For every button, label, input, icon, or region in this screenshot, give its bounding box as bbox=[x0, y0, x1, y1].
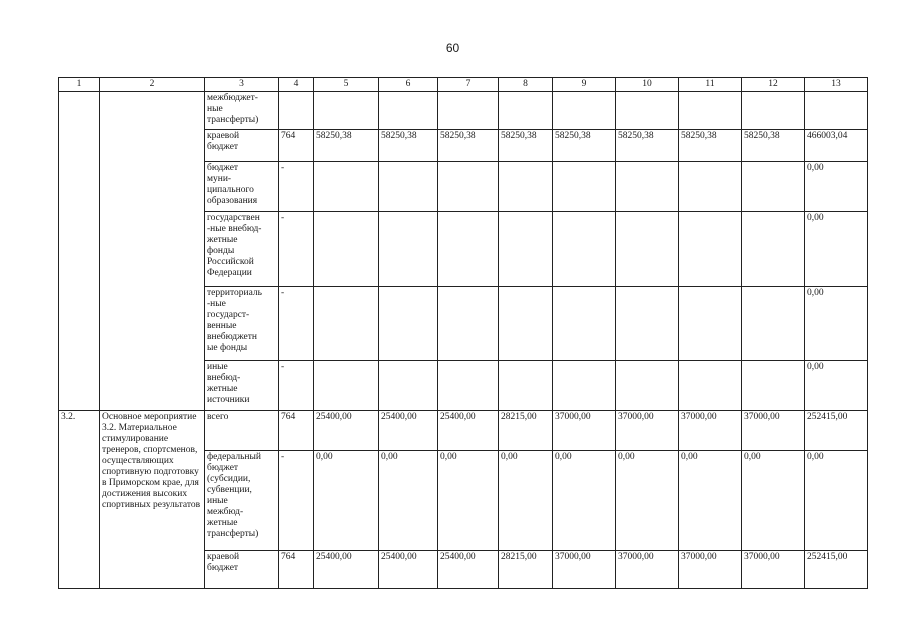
activity-name-cell bbox=[100, 92, 205, 411]
amount-cell: 0,00 bbox=[499, 451, 553, 551]
amount-cell bbox=[742, 287, 805, 361]
amount-cell bbox=[438, 361, 499, 411]
column-header: 4 bbox=[279, 78, 314, 92]
amount-cell bbox=[553, 212, 616, 287]
amount-cell bbox=[379, 287, 438, 361]
amount-cell: 0,00 bbox=[379, 451, 438, 551]
funding-source-cell: федеральный бюджет (субсидии, субвенции, иные межбюд- жетные трансферты) bbox=[205, 451, 279, 551]
amount-cell: 58250,38 bbox=[379, 130, 438, 162]
amount-cell: 28215,00 bbox=[499, 411, 553, 451]
amount-cell bbox=[499, 361, 553, 411]
amount-cell bbox=[438, 212, 499, 287]
amount-cell bbox=[379, 92, 438, 130]
header-row bbox=[59, 78, 868, 92]
amount-cell: 252415,00 bbox=[805, 551, 868, 589]
column-header: 3 bbox=[205, 78, 279, 92]
page-number: 60 bbox=[445, 41, 460, 55]
budget-code-cell: 764 bbox=[279, 130, 314, 162]
amount-cell bbox=[616, 92, 679, 130]
column-header: 5 bbox=[314, 78, 379, 92]
amount-cell bbox=[314, 361, 379, 411]
amount-cell: 25400,00 bbox=[438, 551, 499, 589]
amount-cell: 25400,00 bbox=[314, 551, 379, 589]
amount-cell: 0,00 bbox=[805, 361, 868, 411]
amount-cell: 0,00 bbox=[805, 212, 868, 287]
amount-cell bbox=[379, 361, 438, 411]
amount-cell: 37000,00 bbox=[616, 551, 679, 589]
funding-source-cell: всего bbox=[205, 411, 279, 451]
amount-cell bbox=[438, 162, 499, 212]
row-number-cell bbox=[59, 92, 100, 411]
table-row bbox=[59, 411, 868, 451]
amount-cell: 37000,00 bbox=[742, 411, 805, 451]
column-header: 6 bbox=[379, 78, 438, 92]
amount-cell: 37000,00 bbox=[553, 411, 616, 451]
amount-cell: 0,00 bbox=[679, 451, 742, 551]
amount-cell bbox=[553, 92, 616, 130]
amount-cell bbox=[616, 361, 679, 411]
budget-code-cell: - bbox=[279, 361, 314, 411]
amount-cell bbox=[616, 287, 679, 361]
amount-cell: 25400,00 bbox=[379, 411, 438, 451]
amount-cell: 25400,00 bbox=[314, 411, 379, 451]
funding-source-cell: территориаль -ные государст- венные внебюджетн ые фонды bbox=[205, 287, 279, 361]
amount-cell: 58250,38 bbox=[499, 130, 553, 162]
amount-cell bbox=[379, 212, 438, 287]
amount-cell bbox=[616, 212, 679, 287]
amount-cell: 25400,00 bbox=[379, 551, 438, 589]
column-header: 2 bbox=[100, 78, 205, 92]
amount-cell bbox=[679, 287, 742, 361]
amount-cell bbox=[742, 212, 805, 287]
column-header: 11 bbox=[679, 78, 742, 92]
amount-cell: 58250,38 bbox=[553, 130, 616, 162]
funding-source-cell: государствен -ные внебюд- жетные фонды Российской Федерации bbox=[205, 212, 279, 287]
funding-source-cell: краевой бюджет bbox=[205, 551, 279, 589]
funding-source-cell: иные внебюд- жетные источники bbox=[205, 361, 279, 411]
amount-cell bbox=[438, 92, 499, 130]
activity-name-cell: Основное мероприятие 3.2. Материальное стимулирование тренеров, спортсменов, осуществляющих спортивную подготовку в Приморском крае, для достижения высоких спортивных результатов bbox=[100, 411, 205, 589]
amount-cell bbox=[499, 162, 553, 212]
amount-cell: 0,00 bbox=[805, 287, 868, 361]
amount-cell bbox=[499, 212, 553, 287]
amount-cell bbox=[314, 92, 379, 130]
amount-cell bbox=[742, 361, 805, 411]
amount-cell: 0,00 bbox=[805, 451, 868, 551]
column-header: 12 bbox=[742, 78, 805, 92]
budget-table bbox=[58, 77, 868, 589]
amount-cell: 0,00 bbox=[616, 451, 679, 551]
amount-cell bbox=[805, 92, 868, 130]
amount-cell: 466003,04 bbox=[805, 130, 868, 162]
budget-code-cell: - bbox=[279, 212, 314, 287]
column-header: 1 bbox=[59, 78, 100, 92]
amount-cell: 58250,38 bbox=[679, 130, 742, 162]
amount-cell: 37000,00 bbox=[679, 551, 742, 589]
funding-source-cell: межбюджет- ные трансферты) bbox=[205, 92, 279, 130]
amount-cell: 25400,00 bbox=[438, 411, 499, 451]
budget-code-cell: 764 bbox=[279, 411, 314, 451]
budget-code-cell: 764 bbox=[279, 551, 314, 589]
amount-cell bbox=[742, 162, 805, 212]
column-header: 9 bbox=[553, 78, 616, 92]
amount-cell: 252415,00 bbox=[805, 411, 868, 451]
column-header: 10 bbox=[616, 78, 679, 92]
amount-cell: 37000,00 bbox=[553, 551, 616, 589]
amount-cell: 37000,00 bbox=[616, 411, 679, 451]
amount-cell: 58250,38 bbox=[616, 130, 679, 162]
amount-cell: 37000,00 bbox=[679, 411, 742, 451]
amount-cell bbox=[679, 92, 742, 130]
funding-source-cell: краевой бюджет bbox=[205, 130, 279, 162]
column-header: 8 bbox=[499, 78, 553, 92]
amount-cell bbox=[499, 287, 553, 361]
amount-cell: 0,00 bbox=[742, 451, 805, 551]
funding-source-cell: бюджет муни- ципального образования bbox=[205, 162, 279, 212]
amount-cell: 58250,38 bbox=[438, 130, 499, 162]
amount-cell: 37000,00 bbox=[742, 551, 805, 589]
amount-cell bbox=[438, 287, 499, 361]
amount-cell: 0,00 bbox=[314, 451, 379, 551]
amount-cell: 28215,00 bbox=[499, 551, 553, 589]
amount-cell bbox=[553, 162, 616, 212]
amount-cell: 0,00 bbox=[805, 162, 868, 212]
amount-cell: 0,00 bbox=[438, 451, 499, 551]
budget-code-cell: - bbox=[279, 287, 314, 361]
column-header: 13 bbox=[805, 78, 868, 92]
amount-cell bbox=[314, 162, 379, 212]
amount-cell bbox=[742, 92, 805, 130]
amount-cell: 58250,38 bbox=[742, 130, 805, 162]
budget-code-cell: - bbox=[279, 451, 314, 551]
amount-cell bbox=[679, 212, 742, 287]
amount-cell bbox=[379, 162, 438, 212]
row-number-cell: 3.2. bbox=[59, 411, 100, 589]
amount-cell bbox=[553, 361, 616, 411]
amount-cell: 0,00 bbox=[553, 451, 616, 551]
budget-code-cell: - bbox=[279, 162, 314, 212]
amount-cell bbox=[679, 162, 742, 212]
amount-cell bbox=[314, 287, 379, 361]
amount-cell bbox=[314, 212, 379, 287]
table-row bbox=[59, 92, 868, 130]
amount-cell bbox=[553, 287, 616, 361]
amount-cell bbox=[679, 361, 742, 411]
amount-cell: 58250,38 bbox=[314, 130, 379, 162]
column-header: 7 bbox=[438, 78, 499, 92]
amount-cell bbox=[499, 92, 553, 130]
budget-code-cell bbox=[279, 92, 314, 130]
amount-cell bbox=[616, 162, 679, 212]
